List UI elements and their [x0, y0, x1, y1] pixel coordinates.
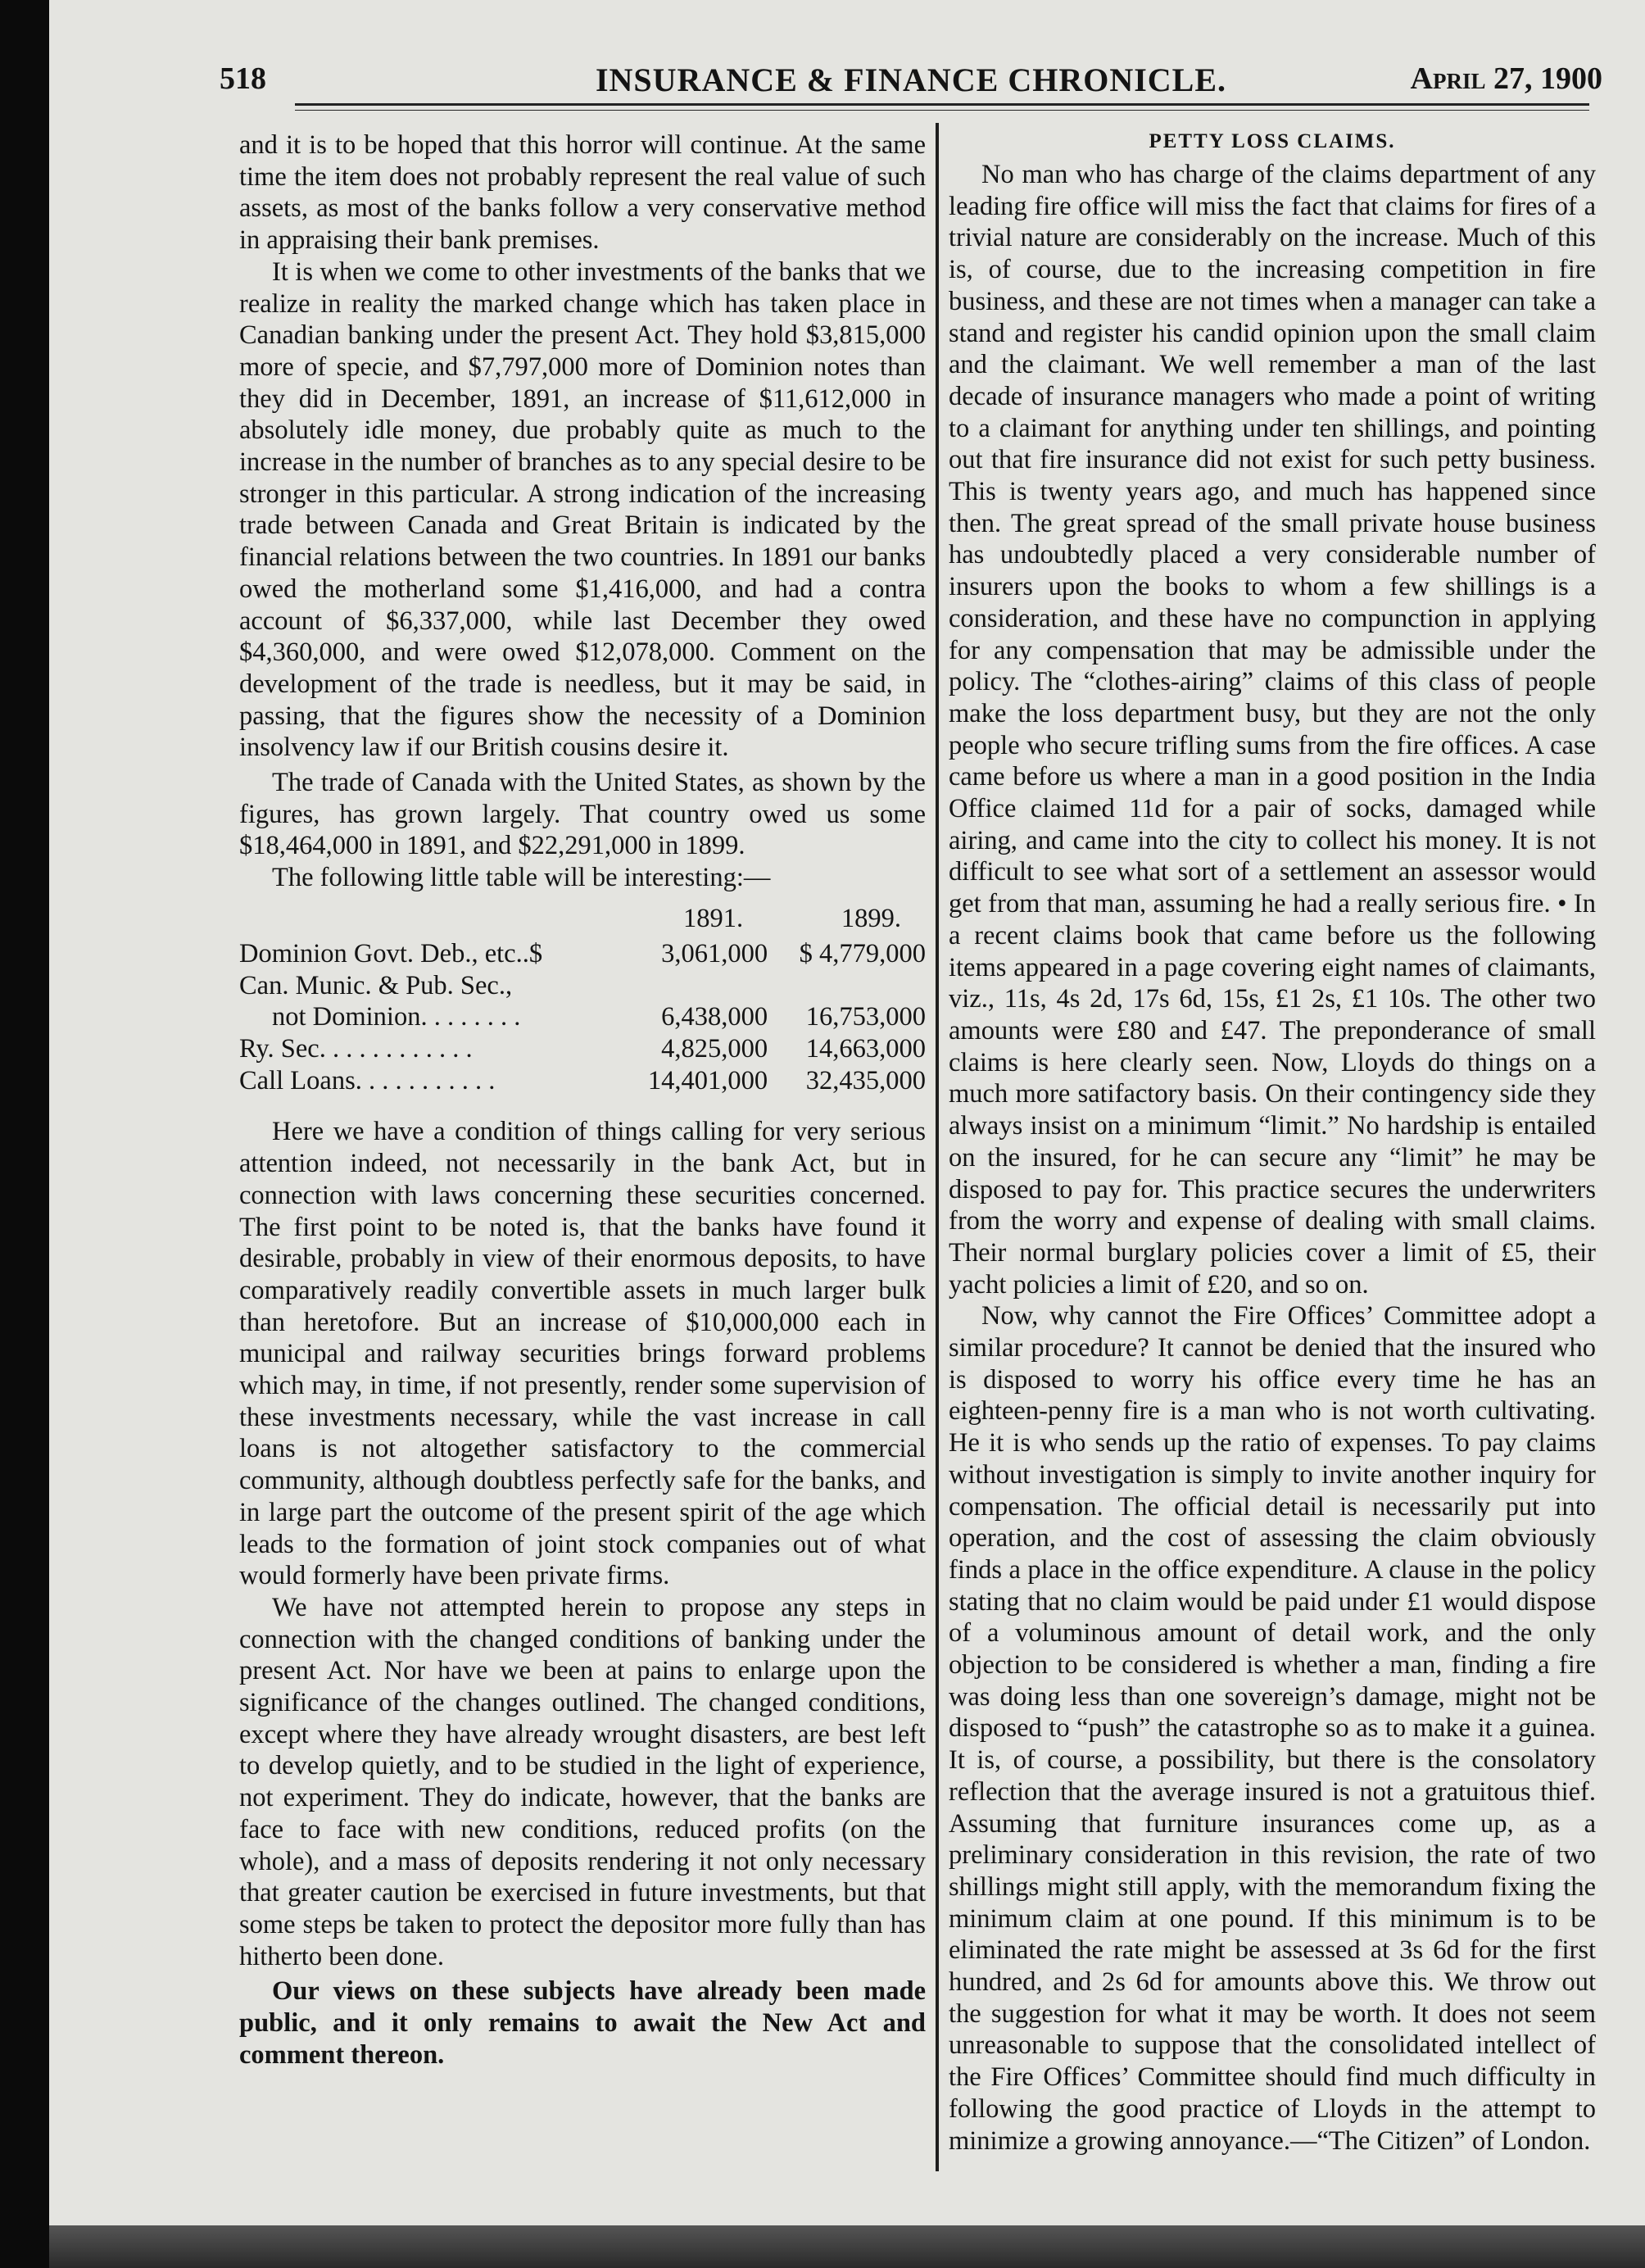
value-1891: 14,401,000 [647, 1065, 768, 1095]
column-divider [936, 123, 939, 2171]
banking-paragraph-6: We have not attempted herein to propose any steps in connection with the changed conditions of banking under the present Act. Nor have we been at pains to enlarge upon the significance of the changes outlined. The changed conditions, except where they have already wrought disasters, are best left to develop quietly, and to be studied in the light of experience, not experiment. They do indicate, however, that the banks are face to face with new conditions, reduced profits (on the whole), and a mass of deposits rendering it not only necessary that greater caution be exercised in future investments, but that some steps be taken to protect the depositor more fully than has hitherto been done. [239, 1592, 926, 1971]
issue-date: April 27, 1900 [1410, 61, 1602, 96]
value-1891: 4,825,000 [661, 1033, 768, 1064]
row-label: Ry. Sec. . . . . . . . . . . . [239, 1033, 473, 1064]
value-1899: $ 4,779,000 [799, 938, 926, 968]
table-row [239, 1033, 926, 1065]
scan-bottom-edge [49, 2225, 1645, 2268]
value-1891: 3,061,000 [661, 938, 768, 968]
banking-paragraph-1: and it is to be hoped that this horror will continue. At the same time the item does not probably represent the real value of such assets, as most of the banks follow a very conservative method in appraising their bank premises. [239, 130, 926, 256]
value-1899: 32,435,000 [805, 1065, 926, 1095]
table-row [239, 938, 926, 970]
banking-paragraph-5: Here we have a condition of things calling for very serious attention indeed, not necessarily in the bank Act, but in connection with laws concerning these securities concerned. The first point to be noted is, that the banks have found it desirable, probably in view of their enormous deposits, to have comparatively readily convertible assets in much larger bulk than heretofore. But an increase of $10,000,000 each in municipal and railway securities brings forward problems which may, in time, if not presently, render some supervision of these investments necessary, while the vast increase in call loans is not altogether satisfactory to the commercial community, although doubtless perfectly safe for the banks, and in large part the outcome of the present spirit of the age which leads to the formation of joint stock companies out of what would formerly have been private firms. [239, 1117, 926, 1591]
page-header [220, 61, 1602, 102]
right-column [949, 129, 1596, 2157]
article-heading: PETTY LOSS CLAIMS. [1149, 130, 1396, 152]
value-1899: 14,663,000 [805, 1033, 926, 1064]
header-rule [295, 103, 1589, 111]
banking-paragraph-3: The trade of Canada with the United States, as shown by the figures, has grown largely. That country owed us some $18,464,000 in 1891, and $22,291,000 in 1899. [239, 768, 926, 861]
table-header-row [239, 899, 926, 938]
table-row [239, 970, 926, 1002]
value-1899: 16,753,000 [805, 1002, 926, 1032]
publication-title: INSURANCE & FINANCE CHRONICLE. [595, 61, 1227, 98]
claims-paragraph-1: No man who has charge of the claims department of any leading fire office will miss the fact that claims for fires of a trivial nature are considerably on the increase. Much of this is, of course, due to the increasing competition in fire business, and these are not times when a manager can take a stand and register his candid opinion upon the small claim and the claimant. We well remember a man of the last decade of insurance managers who made a point of writing to a claimant for anything under ten shillings, and pointing out that fire insurance did not exist for such petty business. This is twenty years ago, and much has happened since then. The great spread of the small private house business has undoubtedly placed a very considerable number of insurers upon the books to whom a few shillings is a consideration, and these have no compunction in applying for any compensation that may be admissible under the policy. The “clothes-airing” claims of this class of people make the loss department busy, but they are not the only people who secure trifling sums from the fire offices. A case came before us where a man in a good position in the India Office claimed 11d for a pair of socks, damaged while airing, and came into the city to collect his money. It is not difficult to see what sort of a settlement an assessor would get from that man, assuming he had a really serious fire. • In a recent claims book that came before us the following items appeared in a page covering eight names of claimants, viz., 11s, 4s 2d, 17s 6d, 15s, £1 2s, £1 10s. The other two amounts were £80 and £47. The preponderance of small claims is here clearly seen. Now, Lloyds do things on a much more satifactory basis. On their contingency side they always insist on a minimum “limit.” No hardship is entailed on the insured, for he can secure any “limit” he may be disposed to pay for. This practice secures the underwriters from the worry and expense of dealing with small claims. Their normal burglary policies cover a limit of £5, their yacht policies a limit of £20, and so on. [949, 160, 1596, 1300]
newspaper-page [49, 0, 1645, 2268]
page-number: 518 [220, 61, 266, 96]
row-label: Call Loans. . . . . . . . . . . [239, 1065, 496, 1095]
column-header-1891: 1891. [682, 903, 744, 933]
banking-paragraph-7: Our views on these subjects have already been made public, and it only remains to await the New Act and comment thereon. [239, 1976, 926, 2070]
banking-paragraph-4: The following little table will be interesting:— [272, 863, 771, 893]
banking-paragraph-2: It is when we come to other investments of the banks that we realize in reality the marked change which has taken place in Canadian banking under the present Act. They hold $3,815,000 more of specie, and $7,797,000 more of Dominion notes than they did in December, 1891, an increase of $11,612,000 in absolutely idle money, due probably quite as much to the increase in the number of branches as to any special desire to be stronger in this particular. A strong indication of the increasing trade between Canada and Great Britain is indicated by the financial relations between the two countries. In 1891 our banks owed the motherland some $1,416,000, and had a contra account of $6,337,000, while last December they owed $4,360,000, and were owed $12,078,000. Comment on the development of the trade is needless, but it may be said, in passing, that the figures show the necessity of a Dominion insolvency law if our British cousins desire it. [239, 256, 926, 763]
value-1891: 6,438,000 [661, 1002, 768, 1032]
table-row [239, 1065, 926, 1097]
value-1891 [618, 970, 768, 1002]
left-column [239, 129, 926, 2071]
claims-paragraph-2: Now, why cannot the Fire Offices’ Committee adopt a similar procedure? It cannot be denied that the insured who is disposed to worry his office every time he has an eighteen-penny fire is a man who is not worth cultivating. He it is who sends up the ratio of expenses. To pay claims without investigation is simply to invite another inquiry for compensation. The official detail is necessarily put into operation, and the cost of assessing the claim obviously finds a place in the office expenditure. A clause in the policy stating that no claim would be paid under £1 would dispose of a voluminous amount of detail work, and the only objection to be considered is whether a man, finding a fire was doing less than one sovereign’s damage, might not be disposed to “push” the catastrophe so as to make it a guinea. It is, of course, a possibility, but there is the consolatory reflection that the average insured is not a gratuitous thief. Assuming that furniture insurances come up, as a preliminary consideration in this revision, the rate of two shillings might still apply, with the memorandum fixing the minimum claim at one pound. If this minimum is to be eliminated the rate might be assessed at 3s 6d for the first hundred, and 2s 6d for amounts above this. We throw out the suggestion for what it may be worth. It does not seem unreasonable to suppose that the consolidated intellect of the Fire Offices’ Committee should find much difficulty in following the good practice of Lloyds in the attempt to minimize a growing annoyance.—“The Citizen” of London. [949, 1301, 1596, 2156]
table-row [239, 1001, 926, 1033]
investments-table [239, 899, 926, 1097]
column-header-1899: 1899. [841, 903, 901, 933]
row-label: Can. Munic. & Pub. Sec., [239, 970, 513, 1000]
row-label: Dominion Govt. Deb., etc..$ [239, 938, 543, 968]
value-1899 [768, 970, 926, 1002]
row-label: not Dominion. . . . . . . . [272, 1002, 521, 1032]
